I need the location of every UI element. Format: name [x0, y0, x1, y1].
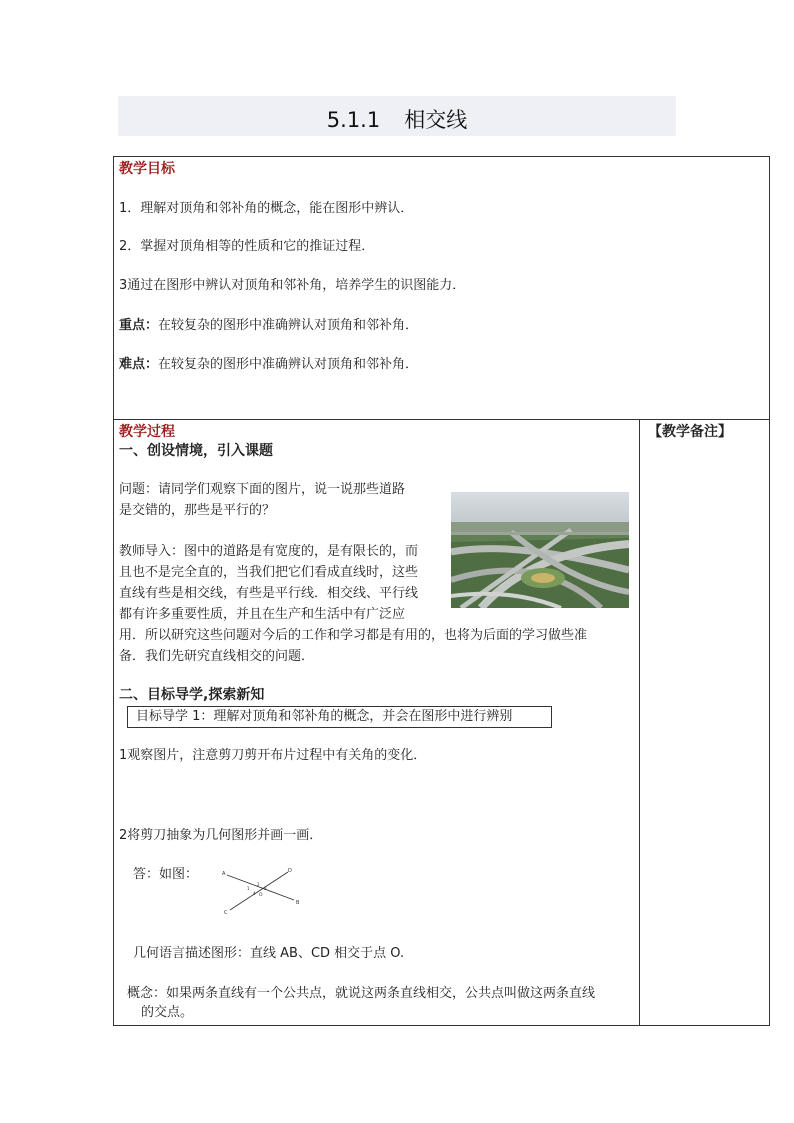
section-title: 相交线 — [404, 108, 468, 132]
teacher-line-1: 教师导入：图中的道路是有宽度的，是有限长的，而 — [119, 544, 419, 559]
step-1: 1观察图片，注意剪刀剪开布片过程中有关角的变化． — [119, 748, 427, 763]
difficulty-text: 在较复杂的图形中准确辨认对顶角和邻补角． — [158, 357, 419, 372]
label-angle-4: 4 — [253, 891, 256, 896]
key-point-label: 重点： — [119, 318, 159, 333]
answer-label: 答：如图： — [133, 867, 199, 882]
goal-box: 目标导学 1：理解对顶角和邻补角的概念，并会在图形中进行辨别 — [127, 706, 552, 728]
notes-cell — [639, 419, 770, 1026]
key-point-text: 在较复杂的图形中准确辨认对顶角和邻补角． — [158, 318, 419, 333]
label-angle-3: 3 — [264, 886, 267, 891]
objective-item-3: 3通过在图形中辨认对顶角和邻补角，培养学生的识图能力． — [119, 278, 466, 293]
teacher-line-2: 且也不是完全直的，当我们把它们看成直线时，这些 — [119, 565, 419, 580]
teacher-line-5: 用．所以研究这些问题对今后的工作和学习都是有用的，也将为后面的学习做些准 — [119, 628, 588, 643]
label-angle-1: 1 — [247, 886, 250, 891]
label-d: D — [288, 868, 292, 874]
concept-line-2: 的交点。 — [141, 1005, 194, 1020]
difficulty — [119, 356, 418, 374]
section1-title: 一、创设情境，引入课题 — [119, 443, 273, 459]
notes-heading: 【教学备注】 — [648, 424, 732, 440]
line-cd — [230, 872, 288, 910]
question-line-1: 问题：请同学们观察下面的图片，说一说那些道路 — [119, 482, 406, 497]
process-heading: 教学过程 — [119, 424, 175, 440]
intersecting-lines-diagram — [218, 866, 302, 916]
key-point — [119, 317, 418, 335]
teacher-line-3: 直线有些是相交线，有些是平行线．相交线、平行线 — [119, 586, 419, 601]
label-c: C — [224, 910, 228, 916]
highway-interchange-photo — [451, 492, 629, 608]
question-line-2: 是交错的，那些是平行的？ — [119, 503, 276, 518]
teacher-line-4: 都有许多重要性质，并且在生产和生活中有广泛应 — [119, 607, 406, 622]
label-angle-2: 2 — [257, 882, 260, 887]
step-2: 2将剪刀抽象为几何图形并画一画． — [119, 828, 323, 843]
label-o: O — [259, 893, 263, 898]
label-a: A — [222, 871, 226, 877]
teacher-line-6: 备．我们先研究直线相交的问题． — [119, 649, 315, 664]
difficulty-label: 难点： — [119, 357, 159, 372]
label-b: B — [296, 900, 300, 906]
page-title — [118, 104, 676, 134]
geometry-description: 几何语言描述图形：直线 AB、CD 相交于点 O. — [133, 946, 405, 961]
section2-title: 二、目标导学,探索新知 — [119, 687, 265, 703]
concept-line-1: 概念：如果两条直线有一个公共点，就说这两条直线相交，公共点叫做这两条直线 — [127, 986, 596, 1001]
objectives-heading: 教学目标 — [119, 161, 175, 177]
section-number: 5.1.1 — [326, 108, 381, 132]
objective-item-2: 2．掌握对顶角相等的性质和它的推证过程． — [119, 239, 375, 254]
title-band — [118, 96, 676, 136]
objective-item-1: 1．理解对顶角和邻补角的概念，能在图形中辨认． — [119, 201, 414, 216]
